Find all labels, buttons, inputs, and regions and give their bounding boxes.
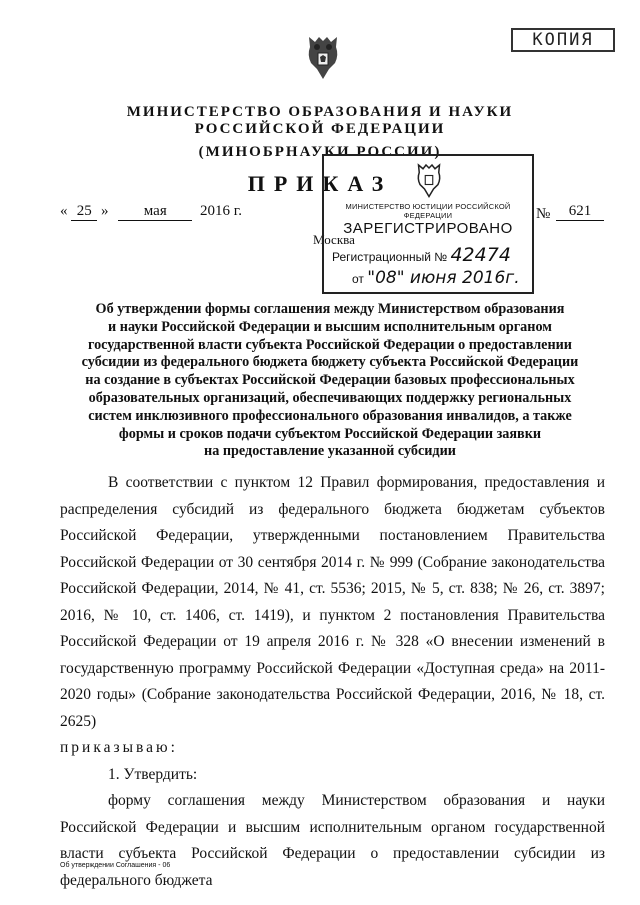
stamp-date-value: "08" июня 2016г. (367, 268, 520, 288)
ministry-name-line1: МИНИСТЕРСТВО ОБРАЗОВАНИЯ И НАУКИ (126, 104, 514, 120)
stamp-reg-line (332, 244, 511, 266)
stamp-status: ЗАРЕГИСТРИРОВАНО (343, 220, 513, 237)
heading-line: и науки Российской Федерации и высшим исполнительным органом (108, 318, 552, 335)
date-open-quote: « (60, 203, 68, 219)
stamp-reg-number: 42474 (450, 244, 511, 266)
order-number: 621 (556, 203, 604, 221)
stamp-emblem-icon (414, 162, 444, 198)
stamp-ministry: МИНИСТЕРСТВО ЮСТИЦИИ РОССИЙСКОЙ ФЕДЕРАЦИИ (345, 202, 511, 220)
city-name: Москва (313, 232, 355, 247)
document-heading (60, 301, 600, 461)
heading-line: на предоставление указанной субсидии (204, 443, 456, 460)
heading-line: образовательных организаций, обеспечивающих поддержку региональных (88, 389, 572, 406)
item-1: 1. Утвердить: (108, 765, 198, 783)
coat-of-arms-icon (303, 33, 343, 81)
item-1-text: форму соглашения между Министерством образования и науки Российской Федерации и высшим исполнительным органом государственной власти субъекта Российской Федерации о предоставлении субсидии из федерального бюджета (60, 792, 605, 889)
heading-line: государственной власти субъекта Российской Федерации о предоставлении (88, 336, 572, 353)
ministry-short-name: (МИНОБРНАУКИ РОССИИ) (198, 144, 442, 160)
stamp-date-line (352, 268, 520, 288)
heading-line: систем инклюзивного профессионального образования инвалидов, а также (88, 407, 572, 424)
heading-line: формы и сроков подачи субъектом Российской Федерации заявки (118, 425, 542, 442)
heading-line: Об утверждении формы соглашения между Министерством образования (95, 301, 565, 317)
copy-stamp: КОПИЯ (511, 28, 615, 52)
registration-stamp (322, 154, 534, 294)
preamble-paragraph: В соответствии с пунктом 12 Правил формирования, предоставления и распределения субсидий из федерального бюджета бюджетам субъектов Российской Федерации, утвержденными постановлением Правительства Российской Федерации от 30 сентября 2014 г. № 999 (Собрание законодательства Российской Федерации, 2014, № 41, ст. 5536; 2015, № 5, ст. 838; № 26, ст. 3897; 2016, № 10, ст. 1406, ст. 1419), и пунктом 2 постановления Правительства Российской Федерации от 19 апреля 2016 г. № 328 «О внесении изменений в государственную программу Российской Федерации «Доступная среда» на 2011-2020 годы» (Собрание законодательства Российской Федерации, 2016, № 18, ст. 2625) (60, 474, 605, 730)
date-close-quote: » (101, 203, 109, 219)
date-day: 25 (71, 203, 97, 221)
date-year: 2016 г. (200, 203, 242, 219)
stamp-reg-label: Регистрационный № (332, 250, 448, 264)
page-footer: Об утверждении Соглашения - 06 (60, 862, 171, 869)
order-number-label: № (536, 206, 551, 222)
order-title: ПРИКАЗ (247, 171, 393, 196)
ministry-name-line2: РОССИЙСКОЙ ФЕДЕРАЦИИ (194, 121, 446, 137)
heading-line: субсидии из федерального бюджета бюджету субъекта Российской Федерации (81, 354, 579, 371)
stamp-date-label: от (352, 272, 364, 286)
order-date (60, 203, 242, 221)
date-month: мая (118, 203, 192, 221)
order-word: приказываю: (60, 739, 178, 756)
heading-line: на создание в субъектах Российской Федерации базовых профессиональных (85, 372, 575, 389)
document-body (60, 470, 605, 894)
